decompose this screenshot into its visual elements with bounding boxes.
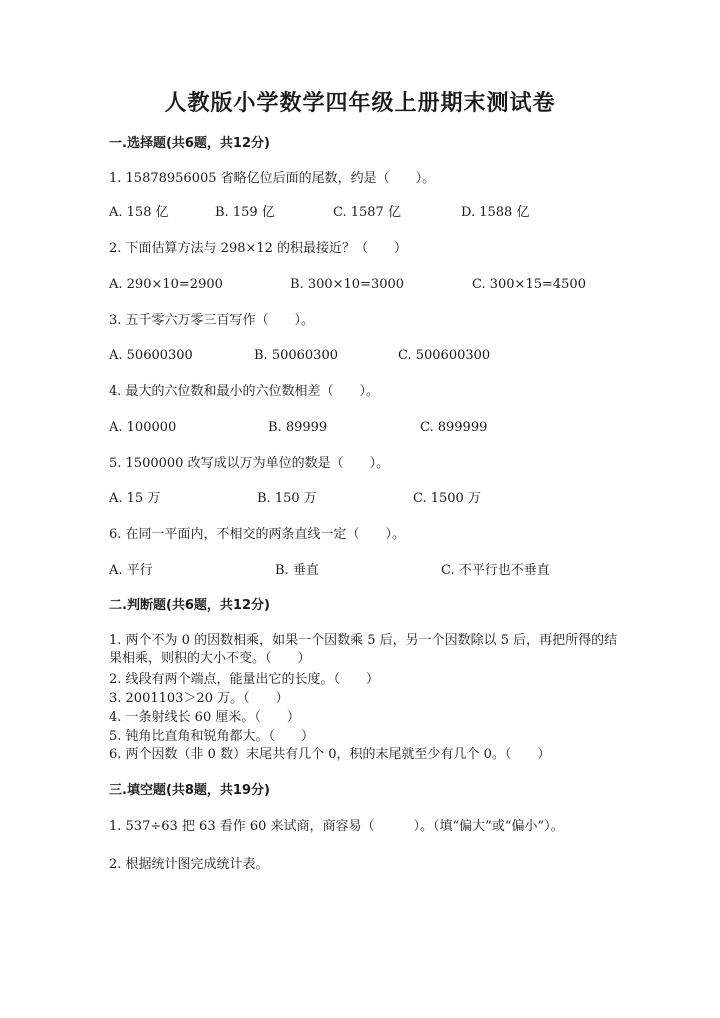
option-a: A. 100000 bbox=[109, 420, 177, 435]
question-text: 5. 1500000 改写成以万为单位的数是（ ）。 bbox=[109, 456, 390, 471]
option-b: B. 垂直 bbox=[275, 563, 319, 578]
question-text: 3. 五千零六万零三百写作（ ）。 bbox=[109, 313, 315, 328]
judgment-item: 4. 一条射线长 60 厘米。（ ） bbox=[109, 710, 300, 725]
judgment-item: 6. 两个因数（非 0 数）末尾共有几个 0，积的末尾就至少有几个 0。（ ） bbox=[109, 747, 551, 762]
option-a: A. 50600300 bbox=[109, 348, 193, 363]
option-c: C. 1587 亿 bbox=[333, 205, 401, 220]
judgment-item: 5. 钝角比直角和锐角都大。（ ） bbox=[109, 729, 315, 744]
judgment-item: 1. 两个不为 0 的因数相乘，如果一个因数乘 5 后，另一个因数除以 5 后，再把所得的结果相乘，则积的大小不变。（ ） bbox=[109, 633, 618, 666]
option-a: A. 15 万 bbox=[109, 491, 161, 506]
section-heading-judgment: 二.判断题(共6题，共12分) bbox=[109, 598, 270, 613]
judgment-item: 2. 线段有两个端点，能量出它的长度。（ ） bbox=[109, 672, 380, 687]
question-text: 6. 在同一平面内，不相交的两条直线一定（ ）。 bbox=[109, 527, 406, 542]
page-title: 人教版小学数学四年级上册期末测试卷 bbox=[164, 91, 556, 116]
option-c: C. 899999 bbox=[420, 420, 488, 435]
option-b: B. 159 亿 bbox=[215, 205, 275, 220]
judgment-item: 3. 2001103＞20 万。（ ） bbox=[109, 691, 289, 706]
question-text: 2. 下面估算方法与 298×12 的积最接近？（ ） bbox=[109, 241, 408, 256]
option-d: D. 1588 亿 bbox=[461, 205, 530, 220]
option-b: B. 50060300 bbox=[254, 348, 338, 363]
fill-item: 2. 根据统计图完成统计表。 bbox=[109, 857, 269, 872]
option-b: B. 89999 bbox=[268, 420, 328, 435]
section-heading-fill: 三.填空题(共8题，共19分) bbox=[109, 783, 270, 798]
option-a: A. 平行 bbox=[109, 563, 153, 578]
option-c: C. 不平行也不垂直 bbox=[441, 563, 550, 578]
section-heading-choice: 一.选择题(共6题，共12分) bbox=[109, 136, 270, 151]
option-b: B. 150 万 bbox=[257, 491, 317, 506]
option-c: C. 300×15=4500 bbox=[472, 277, 586, 292]
question-text: 4. 最大的六位数和最小的六位数相差（ ）。 bbox=[109, 384, 380, 399]
option-c: C. 1500 万 bbox=[413, 491, 481, 506]
option-b: B. 300×10=3000 bbox=[290, 277, 405, 292]
option-a: A. 158 亿 bbox=[109, 205, 169, 220]
option-c: C. 500600300 bbox=[398, 348, 491, 363]
option-a: A. 290×10=2900 bbox=[109, 277, 223, 292]
question-text: 1. 15878956005 省略亿位后面的尾数，约是（ ）。 bbox=[109, 171, 436, 186]
fill-item: 1. 537÷63 把 63 看作 60 来试商，商容易（ ）。（填“偏大”或“偏小”）。 bbox=[109, 819, 564, 834]
